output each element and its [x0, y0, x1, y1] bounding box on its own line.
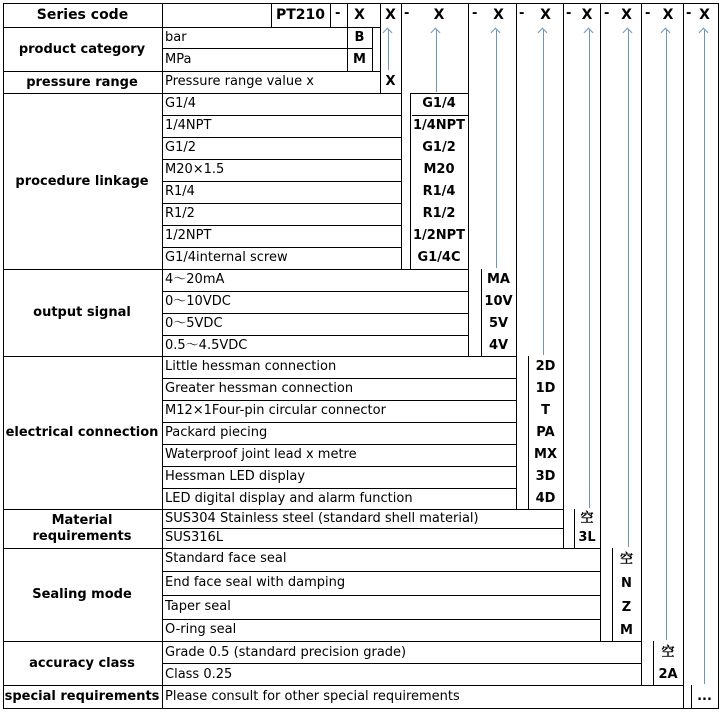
code-box-border	[653, 685, 683, 686]
code-box-border	[612, 641, 641, 642]
column-divider	[563, 3, 564, 549]
option-code: MX	[534, 447, 557, 462]
option-code: Z	[621, 600, 632, 615]
option-label: R1/4	[165, 184, 195, 199]
code-box-border	[481, 356, 516, 357]
placeholder-accuracy: X	[662, 7, 674, 23]
option-label: Please consult for other special requirements	[165, 689, 460, 704]
arrow-up-icon	[388, 30, 389, 70]
option-label: End face seal with damping	[165, 575, 346, 590]
table-border-top	[3, 3, 719, 4]
section-title-material: Material requirements	[32, 513, 132, 544]
placeholder-product-category: X	[354, 7, 365, 23]
section-title-procedure-linkage: procedure linkage	[15, 173, 149, 189]
option-label: Hessman LED display	[165, 469, 306, 484]
column-divider	[516, 3, 517, 510]
option-label: MPa	[165, 52, 192, 67]
option-label: M20×1.5	[165, 162, 225, 177]
row-divider	[162, 595, 600, 596]
option-code: ...	[697, 689, 712, 704]
option-label: O-ring seal	[165, 622, 237, 637]
option-code: 空	[661, 645, 675, 660]
arrow-up-icon	[628, 30, 629, 547]
option-code: R1/4	[422, 184, 456, 199]
option-code: B	[354, 30, 365, 45]
placeholder-material: X	[581, 7, 593, 23]
section-title-special: special requirements	[4, 689, 160, 704]
option-code: 4V	[488, 338, 509, 353]
option-label: LED digital display and alarm function	[165, 491, 413, 506]
option-label: 1/2NPT	[165, 228, 212, 243]
option-code: PA	[536, 425, 555, 440]
table-border-bottom	[3, 708, 719, 709]
row-divider	[162, 115, 401, 116]
section-title-electrical-connection: electrical connection	[5, 425, 159, 440]
separator: -	[645, 6, 651, 21]
separator: -	[472, 6, 478, 21]
code-box-border	[528, 509, 563, 510]
option-code: MA	[487, 272, 510, 287]
option-code: 1/4NPT	[412, 118, 466, 133]
arrow-up-icon	[589, 30, 590, 508]
option-code: M20	[423, 162, 455, 177]
code-box-border	[412, 115, 468, 116]
option-code: 2D	[535, 359, 556, 374]
row-divider	[162, 400, 516, 401]
placeholder-procedure-linkage: X	[433, 7, 445, 23]
table-border-right	[718, 3, 719, 709]
option-code: M	[620, 623, 633, 638]
option-code: 2A	[658, 667, 678, 682]
placeholder-electrical-connection: X	[540, 7, 551, 23]
placeholder-pressure-range: X	[385, 7, 396, 23]
option-code: 10V	[484, 294, 513, 309]
column-divider	[600, 3, 601, 642]
option-label: Greater hessman connection	[165, 381, 354, 396]
placeholder-output-signal: X	[493, 7, 504, 23]
placeholder-sealing: X	[621, 7, 632, 23]
row-divider	[162, 48, 372, 49]
option-label: Little hessman connection	[165, 359, 337, 374]
option-code: X	[385, 74, 396, 89]
code-box-border	[574, 548, 600, 549]
separator: -	[566, 6, 572, 21]
option-code: G1/4	[422, 96, 456, 111]
option-code: 4D	[535, 491, 556, 506]
separator: -	[404, 6, 410, 21]
section-title-output-signal: output signal	[33, 305, 131, 320]
code-box-border	[347, 27, 372, 28]
arrow-up-icon	[496, 30, 497, 268]
series-code-label: Series code	[36, 7, 129, 23]
arrow-up-icon	[543, 30, 544, 355]
option-code: 3L	[578, 530, 596, 545]
option-label: 0.5～4.5VDC	[165, 338, 248, 353]
row-divider	[162, 291, 468, 292]
row-divider	[162, 225, 401, 226]
row-divider	[162, 619, 600, 620]
option-label: Waterproof joint lead x metre	[165, 447, 357, 462]
option-code: G1/2	[422, 140, 456, 155]
row-divider	[162, 203, 401, 204]
separator: -	[604, 6, 610, 21]
row-divider	[162, 488, 516, 489]
option-code: 空	[619, 552, 633, 567]
option-label: M12×1Four-pin circular connector	[165, 403, 386, 418]
option-label: G1/4	[165, 96, 196, 111]
column-divider	[683, 3, 684, 709]
column-divider	[468, 3, 469, 357]
row-divider	[162, 422, 516, 423]
option-label: Packard piecing	[165, 425, 268, 440]
placeholder-special: X	[699, 7, 710, 23]
option-label: G1/4internal screw	[165, 250, 288, 265]
option-label: 4～20mA	[165, 272, 225, 287]
option-code: 空	[580, 511, 594, 526]
row-divider	[162, 159, 401, 160]
section-title-accuracy: accuracy class	[29, 655, 135, 671]
row-divider	[162, 313, 468, 314]
option-label: Class 0.25	[165, 667, 233, 682]
row-divider	[162, 378, 516, 379]
option-label: Taper seal	[165, 599, 231, 614]
option-code: 3D	[535, 469, 556, 484]
column-divider	[401, 3, 402, 270]
option-label: Standard face seal	[165, 551, 287, 566]
option-label: Grade 0.5 (standard precision grade)	[165, 645, 407, 660]
option-code: M	[353, 52, 366, 67]
option-label: Pressure range value x	[165, 74, 314, 89]
separator: -	[686, 6, 692, 21]
separator: -	[335, 6, 341, 21]
option-code: T	[541, 403, 550, 418]
row-divider	[162, 137, 401, 138]
row-divider	[162, 444, 516, 445]
option-code: 1/2NPT	[412, 228, 466, 243]
option-label: 1/4NPT	[165, 118, 212, 133]
option-label: G1/2	[165, 140, 196, 155]
row-divider	[162, 466, 516, 467]
option-label: bar	[165, 30, 187, 45]
model-code: PT210	[275, 7, 326, 23]
option-label: 0～10VDC	[165, 294, 231, 309]
row-divider	[162, 663, 641, 664]
code-box-border	[410, 93, 468, 94]
option-label: SUS316L	[165, 530, 224, 545]
option-code: R1/2	[422, 206, 456, 221]
row-divider	[162, 181, 401, 182]
option-label: R1/2	[165, 206, 195, 221]
option-label: 0～5VDC	[165, 316, 223, 331]
arrow-up-icon	[666, 30, 667, 640]
column-divider	[372, 27, 373, 72]
row-divider	[162, 528, 563, 529]
section-title-pressure-range: pressure range	[26, 74, 138, 90]
option-code: 5V	[488, 316, 509, 331]
row-divider	[162, 247, 401, 248]
section-title-product-category: product category	[18, 41, 146, 57]
option-code: 1D	[535, 381, 556, 396]
arrow-up-icon	[704, 30, 705, 684]
option-label: SUS304 Stainless steel (standard shell material)	[165, 511, 479, 526]
row-divider	[162, 335, 468, 336]
column-divider	[641, 3, 642, 686]
model-cell-right	[330, 3, 331, 28]
option-code: N	[621, 576, 632, 591]
arrow-up-icon	[436, 30, 437, 92]
section-column-divider	[162, 3, 163, 709]
section-title-sealing: Sealing mode	[32, 587, 132, 602]
option-code: G1/4C	[417, 250, 461, 265]
row-divider	[162, 571, 600, 572]
separator: -	[519, 6, 525, 21]
